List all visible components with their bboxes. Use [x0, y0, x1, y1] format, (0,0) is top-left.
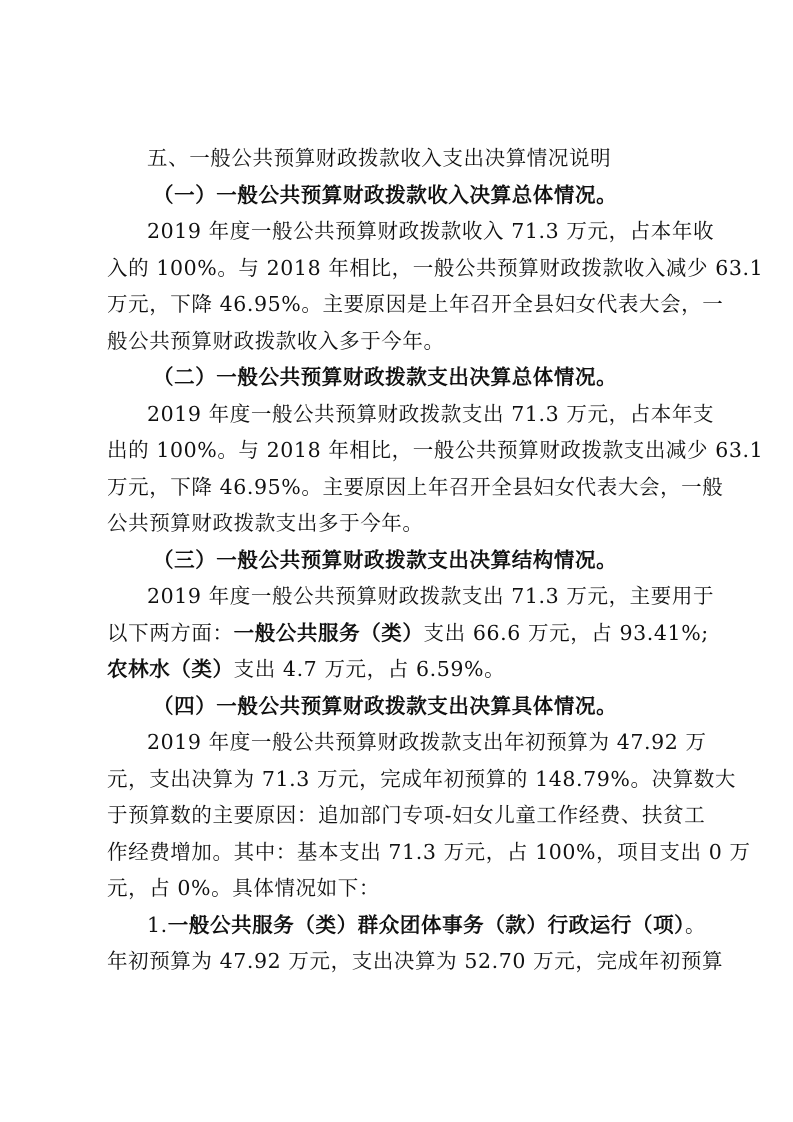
paragraph-line: 于预算数的主要原因：追加部门专项-妇女儿童工作经费、扶贫工	[107, 803, 706, 827]
paragraph-line	[107, 615, 709, 652]
text-segment: 。	[685, 912, 707, 937]
heading-expense-details: （四）一般公共预算财政拨款支出决算具体情况。	[153, 693, 618, 718]
category-general-services: 一般公共服务（类）	[233, 620, 424, 645]
text-segment: 支出 4.7 万元，占 6.59%。	[233, 657, 506, 681]
paragraph-line: 入的 100%。与 2018 年相比，一般公共预算财政拨款收入减少 63.1	[107, 255, 764, 280]
paragraph-line: 万元，下降 46.95%。主要原因是上年召开全县妇女代表大会，一	[107, 292, 724, 316]
paragraph-line: 作经费增加。其中：基本支出 71.3 万元，占 100%，项目支出 0 万	[107, 839, 751, 864]
paragraph-line: 万元，下降 46.95%。主要原因上年召开全县妇女代表大会，一般	[107, 474, 724, 499]
category-agriculture: 农林水（类）	[107, 657, 234, 681]
paragraph-line: 2019 年度一般公共预算财政拨款支出 71.3 万元，主要用于	[147, 584, 715, 608]
text-segment: 以下两方面：	[107, 620, 234, 645]
heading-expense-overview: （二）一般公共预算财政拨款支出决算总体情况。	[153, 365, 618, 389]
paragraph-line: 2019 年度一般公共预算财政拨款支出 71.3 万元，占本年支	[147, 401, 715, 426]
item-title: 一般公共服务（类）群众团体事务（款）行政运行（项）	[167, 912, 686, 937]
paragraph-line: 年初预算为 47.92 万元，支出决算为 52.70 万元，完成年初预算	[107, 949, 724, 973]
document-body	[107, 140, 764, 980]
paragraph-line	[107, 651, 697, 688]
heading-income-overview: （一）一般公共预算财政拨款收入决算总体情况。	[153, 182, 618, 207]
paragraph-line: 2019 年度一般公共预算财政拨款支出年初预算为 47.92 万	[147, 730, 707, 754]
paragraph-line: 出的 100%。与 2018 年相比，一般公共预算财政拨款支出减少 63.1	[107, 438, 764, 462]
heading-expense-structure: （三）一般公共预算财政拨款支出决算结构情况。	[153, 547, 618, 572]
section-title: 五、一般公共预算财政拨款收入支出决算情况说明	[147, 146, 612, 170]
paragraph-line: 元，支出决算为 71.3 万元，完成年初预算的 148.79%。决算数大	[107, 766, 737, 791]
paragraph-line: 2019 年度一般公共预算财政拨款收入 71.3 万元，占本年收	[147, 219, 715, 243]
text-segment: 支出 66.6 万元，占 93.41%;	[423, 620, 709, 645]
item-heading	[107, 907, 707, 944]
item-number: 1.	[147, 912, 168, 937]
paragraph-line: 般公共预算财政拨款收入多于今年。	[107, 328, 445, 353]
paragraph-line: 元，占 0%。具体情况如下：	[107, 876, 380, 900]
paragraph-line: 公共预算财政拨款支出多于今年。	[107, 511, 424, 535]
